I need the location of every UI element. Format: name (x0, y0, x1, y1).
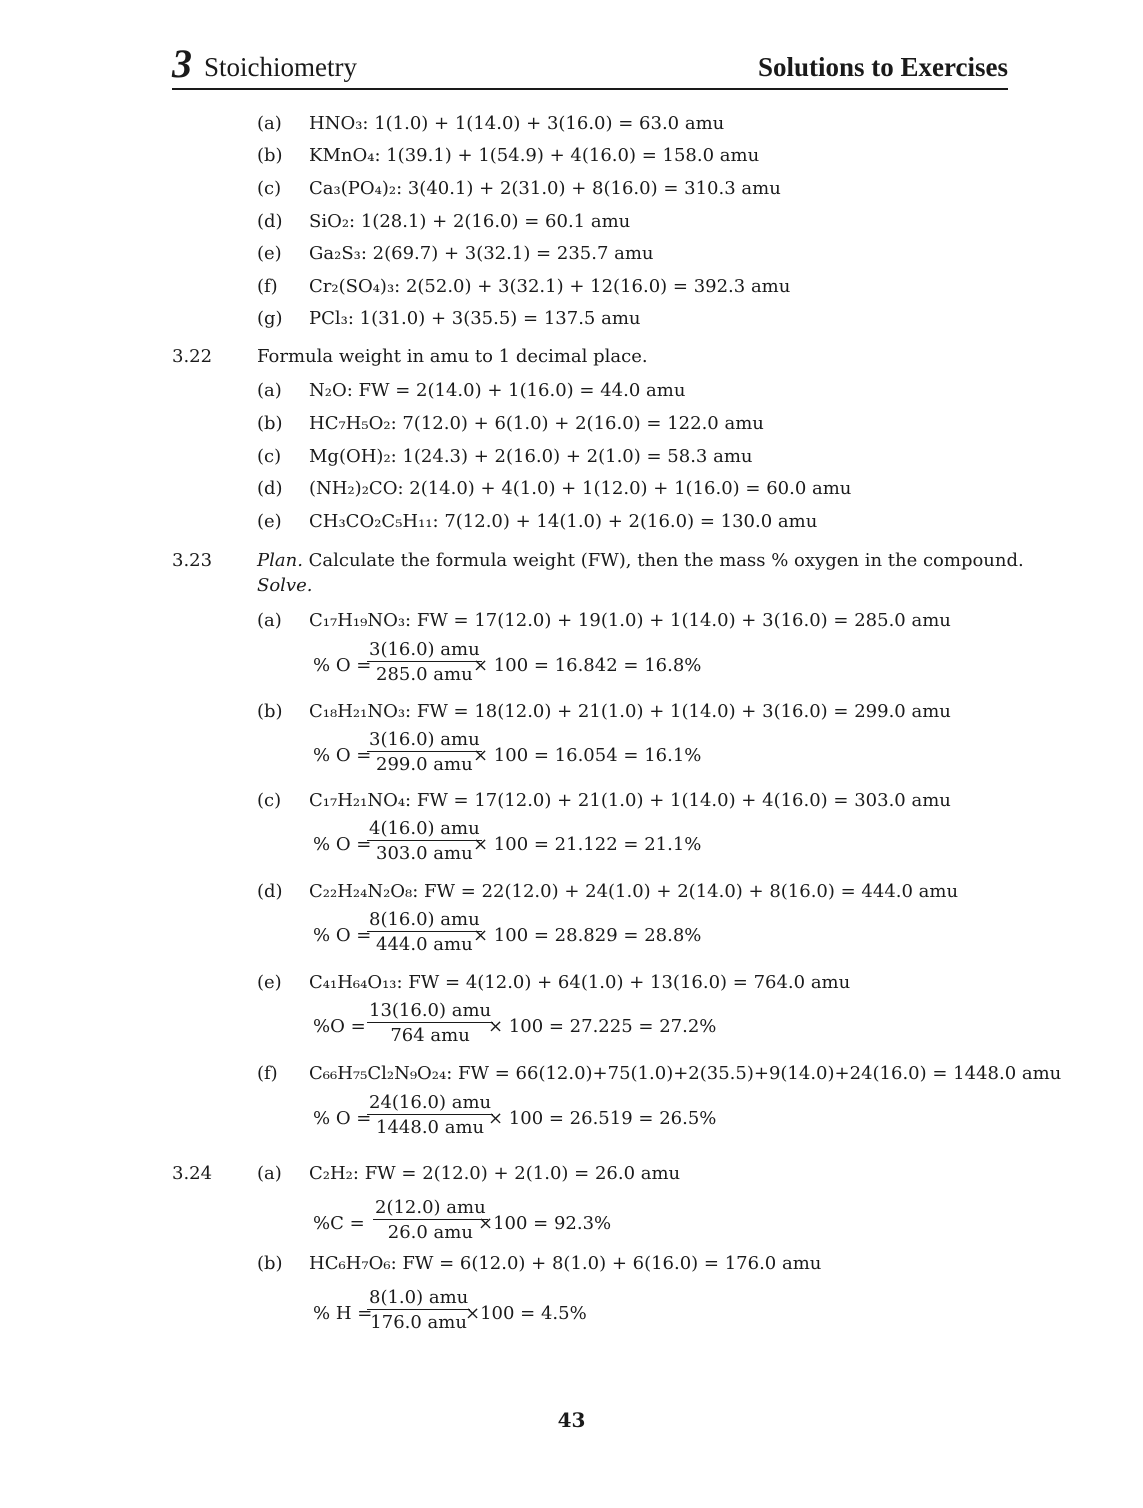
equation-lhs: %C = (313, 1213, 365, 1234)
fraction-denominator: 444.0 amu (376, 934, 473, 955)
fraction-denominator: 26.0 amu (387, 1222, 473, 1243)
item-letter: (b) (257, 1253, 283, 1274)
section-title: Solutions to Exercises (757, 52, 1008, 82)
equation-rhs: × 100 = 27.225 = 27.2% (488, 1016, 717, 1037)
item-text: Cr₂(SO₄)₃: 2(52.0) + 3(32.1) + 12(16.0) = 392.3 amu (309, 276, 791, 297)
item-text: HNO₃: 1(1.0) + 1(14.0) + 3(16.0) = 63.0 amu (309, 113, 725, 134)
item-letter: (e) (257, 972, 282, 993)
item-letter: (a) (257, 113, 282, 134)
fraction-bar (367, 1114, 493, 1115)
item-letter: (e) (257, 511, 282, 532)
page-header (172, 42, 1008, 90)
fraction-numerator: 8(16.0) amu (369, 909, 480, 930)
fraction-bar (367, 840, 482, 841)
item-text: C₂₂H₂₄N₂O₈: FW = 22(12.0) + 24(1.0) + 2(14.0) + 8(16.0) = 444.0 amu (309, 881, 959, 902)
item-text: C₁₇H₁₉NO₃: FW = 17(12.0) + 19(1.0) + 1(14.0) + 3(16.0) = 285.0 amu (309, 610, 951, 631)
equation-lhs: % O = (313, 1108, 372, 1129)
item-text: Ca₃(PO₄)₂: 3(40.1) + 2(31.0) + 8(16.0) = 310.3 amu (309, 178, 781, 199)
item-text: C₁₈H₂₁NO₃: FW = 18(12.0) + 21(1.0) + 1(14.0) + 3(16.0) = 299.0 amu (309, 701, 951, 722)
fraction-denominator: 176.0 amu (370, 1312, 467, 1333)
fraction-bar (367, 661, 482, 662)
item-text: KMnO₄: 1(39.1) + 1(54.9) + 4(16.0) = 158.0 amu (309, 145, 760, 166)
equation-rhs: × 100 = 26.519 = 26.5% (488, 1108, 717, 1129)
fraction (367, 818, 482, 864)
fraction-bar (367, 931, 482, 932)
equation-lhs: % O = (313, 655, 372, 676)
item-letter: (c) (257, 178, 282, 199)
fraction-numerator: 24(16.0) amu (369, 1092, 492, 1113)
item-letter: (f) (257, 1063, 278, 1084)
fraction-bar (367, 751, 482, 752)
equation-rhs: × 100 = 16.054 = 16.1% (473, 745, 702, 766)
fraction-numerator: 8(1.0) amu (369, 1287, 469, 1308)
item-letter: (a) (257, 380, 282, 401)
equation-lhs: % O = (313, 834, 372, 855)
equation-rhs: × 100 = 21.122 = 21.1% (473, 834, 702, 855)
item-text: Ga₂S₃: 2(69.7) + 3(32.1) = 235.7 amu (309, 243, 654, 264)
exercise-heading: Formula weight in amu to 1 decimal place. (257, 346, 648, 367)
item-text: C₂H₂: FW = 2(12.0) + 2(1.0) = 26.0 amu (309, 1163, 681, 1184)
fraction (367, 1287, 470, 1333)
equation-rhs: ×100 = 92.3% (478, 1213, 612, 1234)
fraction-denominator: 1448.0 amu (376, 1117, 485, 1138)
exercise-number: 3.22 (172, 346, 213, 367)
exercise-number: 3.24 (172, 1163, 213, 1184)
item-text: HC₆H₇O₆: FW = 6(12.0) + 8(1.0) + 6(16.0) = 176.0 amu (309, 1253, 822, 1274)
equation-lhs: %O = (313, 1016, 366, 1037)
fraction-numerator: 4(16.0) amu (369, 818, 480, 839)
fraction-numerator: 13(16.0) amu (369, 1000, 492, 1021)
fraction-denominator: 299.0 amu (376, 754, 473, 775)
item-letter: (e) (257, 243, 282, 264)
plan-label: Plan. (257, 550, 303, 571)
item-text: C₆₆H₇₅Cl₂N₉O₂₄: FW = 66(12.0)+75(1.0)+2(35.5)+9(14.0)+24(16.0) = 1448.0 amu (309, 1063, 1062, 1084)
item-text: PCl₃: 1(31.0) + 3(35.5) = 137.5 amu (309, 308, 641, 329)
equation-lhs: % O = (313, 925, 372, 946)
fraction-numerator: 3(16.0) amu (369, 729, 480, 750)
fraction-denominator: 764 amu (390, 1025, 470, 1046)
item-text: CH₃CO₂C₅H₁₁: 7(12.0) + 14(1.0) + 2(16.0) = 130.0 amu (309, 511, 818, 532)
fraction-numerator: 3(16.0) amu (369, 639, 480, 660)
item-letter: (b) (257, 701, 283, 722)
fraction-denominator: 285.0 amu (376, 664, 473, 685)
item-text: HC₇H₅O₂: 7(12.0) + 6(1.0) + 2(16.0) = 122.0 amu (309, 413, 764, 434)
item-letter: (a) (257, 1163, 282, 1184)
equation-lhs: % O = (313, 745, 372, 766)
fraction-bar (367, 1309, 470, 1310)
item-text: (NH₂)₂CO: 2(14.0) + 4(1.0) + 1(12.0) + 1(16.0) = 60.0 amu (309, 478, 852, 499)
solve-label: Solve. (257, 575, 313, 596)
fraction-numerator: 2(12.0) amu (375, 1197, 486, 1218)
item-text: SiO₂: 1(28.1) + 2(16.0) = 60.1 amu (309, 211, 631, 232)
item-letter: (g) (257, 308, 283, 329)
chapter-title: Stoichiometry (204, 52, 357, 82)
item-letter: (b) (257, 145, 283, 166)
item-letter: (f) (257, 276, 278, 297)
fraction (367, 639, 482, 685)
item-letter: (c) (257, 790, 282, 811)
page-number: 43 (557, 1408, 586, 1432)
item-letter: (b) (257, 413, 283, 434)
fraction (373, 1197, 488, 1243)
item-text: N₂O: FW = 2(14.0) + 1(16.0) = 44.0 amu (309, 380, 686, 401)
fraction-denominator: 303.0 amu (376, 843, 473, 864)
fraction-bar (373, 1219, 488, 1220)
item-letter: (d) (257, 211, 283, 232)
item-letter: (d) (257, 881, 283, 902)
equation-rhs: × 100 = 16.842 = 16.8% (473, 655, 702, 676)
plan-text: Calculate the formula weight (FW), then the mass % oxygen in the compound. (308, 550, 1024, 571)
exercise-number: 3.23 (172, 550, 213, 571)
item-text: C₁₇H₂₁NO₄: FW = 17(12.0) + 21(1.0) + 1(14.0) + 4(16.0) = 303.0 amu (309, 790, 951, 811)
plan-line (257, 550, 1024, 571)
fraction (367, 1092, 493, 1138)
chapter-number: 3 (172, 41, 192, 86)
fraction (367, 1000, 493, 1046)
fraction (367, 909, 482, 955)
fraction-bar (367, 1022, 493, 1023)
item-text: C₄₁H₆₄O₁₃: FW = 4(12.0) + 64(1.0) + 13(16.0) = 764.0 amu (309, 972, 851, 993)
item-letter: (c) (257, 446, 282, 467)
equation-lhs: % H = (313, 1303, 373, 1324)
item-text: Mg(OH)₂: 1(24.3) + 2(16.0) + 2(1.0) = 58.3 amu (309, 446, 753, 467)
fraction (367, 729, 482, 775)
equation-rhs: × 100 = 28.829 = 28.8% (473, 925, 702, 946)
equation-rhs: ×100 = 4.5% (465, 1303, 587, 1324)
item-letter: (a) (257, 610, 282, 631)
item-letter: (d) (257, 478, 283, 499)
